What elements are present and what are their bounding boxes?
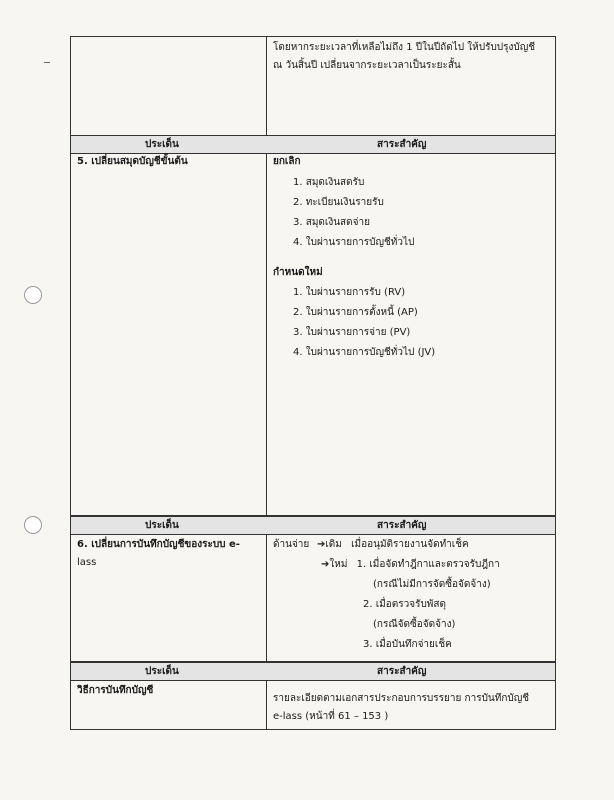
new-row bbox=[321, 558, 500, 572]
topic-column bbox=[71, 153, 267, 515]
detail-line-2: e-lass (หน้าที่ 61 – 153 ) bbox=[273, 711, 389, 722]
header-summary: สาระสำคัญ bbox=[377, 139, 427, 150]
header-summary: สาระสำคัญ bbox=[377, 666, 427, 677]
new-title: กำหนดใหม่ bbox=[273, 267, 323, 278]
cancel-item: 3. สมุดเงินสดจ่าย bbox=[293, 217, 370, 228]
new-item: 4. ใบผ่านรายการบัญชีทั่วไป (JV) bbox=[293, 347, 436, 358]
old-row bbox=[317, 538, 469, 552]
cancel-item: 1. สมุดเงินสดรับ bbox=[293, 177, 365, 188]
punch-hole-bottom bbox=[24, 516, 42, 534]
topic-title: วิธีการบันทึกบัญชี bbox=[77, 685, 154, 696]
arrow-right-icon: ➔ bbox=[321, 559, 330, 570]
table-block-2 bbox=[70, 136, 556, 516]
old-text: เมื่ออนุมัติรายงานจัดทำเช็ค bbox=[351, 539, 469, 550]
header-topic: ประเด็น bbox=[145, 139, 179, 150]
new-line-3: 2. เมื่อตรวจรับพัสดุ bbox=[363, 599, 446, 610]
table-header bbox=[71, 516, 555, 535]
cancel-item: 4. ใบผ่านรายการบัญชีทั่วไป bbox=[293, 237, 415, 248]
table-block-3 bbox=[70, 516, 556, 662]
punch-hole-top bbox=[24, 286, 42, 304]
note-line-2: ณ วันสิ้นปี เปลี่ยนจากระยะเวลาเป็นระยะสั้น bbox=[273, 60, 461, 71]
detail-line-1: รายละเอียดตามเอกสารประกอบการบรรยาย การบันทึกบัญชี bbox=[273, 693, 530, 704]
new-item: 2. ใบผ่านรายการตั้งหนี้ (AP) bbox=[293, 307, 418, 318]
old-label: เดิม bbox=[325, 539, 342, 550]
new-item: 3. ใบผ่านรายการจ่าย (PV) bbox=[293, 327, 411, 338]
new-line-2: (กรณีไม่มีการจัดซื้อจัดจ้าง) bbox=[373, 579, 491, 590]
cancel-title: ยกเลิก bbox=[273, 156, 301, 167]
payment-side-label: ด้านจ่าย bbox=[273, 539, 310, 550]
table-block-1 bbox=[70, 36, 556, 136]
arrow-right-icon: ➔ bbox=[317, 539, 326, 550]
table-header bbox=[71, 136, 555, 154]
header-topic: ประเด็น bbox=[145, 520, 179, 531]
note-line-1: โดยหากระยะเวลาที่เหลือไม่ถึง 1 ปีในปีถัดไป ให้ปรับปรุงบัญชี bbox=[273, 42, 536, 53]
new-line-4: (กรณีจัดซื้อจัดจ้าง) bbox=[373, 619, 456, 630]
topic-title-line-2: lass bbox=[77, 557, 97, 568]
new-line-1: 1. เมื่อจัดทำฎีกาและตรวจรับฎีกา bbox=[356, 559, 500, 570]
new-line-5: 3. เมื่อบันทึกจ่ายเช็ค bbox=[363, 639, 452, 650]
header-summary: สาระสำคัญ bbox=[377, 520, 427, 531]
table-block-4 bbox=[70, 662, 556, 730]
margin-mark bbox=[44, 62, 50, 63]
header-topic: ประเด็น bbox=[145, 666, 179, 677]
table-header bbox=[71, 662, 555, 681]
topic-column bbox=[71, 534, 267, 661]
topic-column bbox=[71, 37, 267, 135]
topic-title: 5. เปลี่ยนสมุดบัญชีขั้นต้น bbox=[77, 156, 188, 167]
new-item: 1. ใบผ่านรายการรับ (RV) bbox=[293, 287, 406, 298]
cancel-item: 2. ทะเบียนเงินรายรับ bbox=[293, 197, 384, 208]
topic-title-line-1: 6. เปลี่ยนการบันทึกบัญชีของระบบ e- bbox=[77, 539, 240, 550]
new-label: ใหม่ bbox=[329, 559, 348, 570]
